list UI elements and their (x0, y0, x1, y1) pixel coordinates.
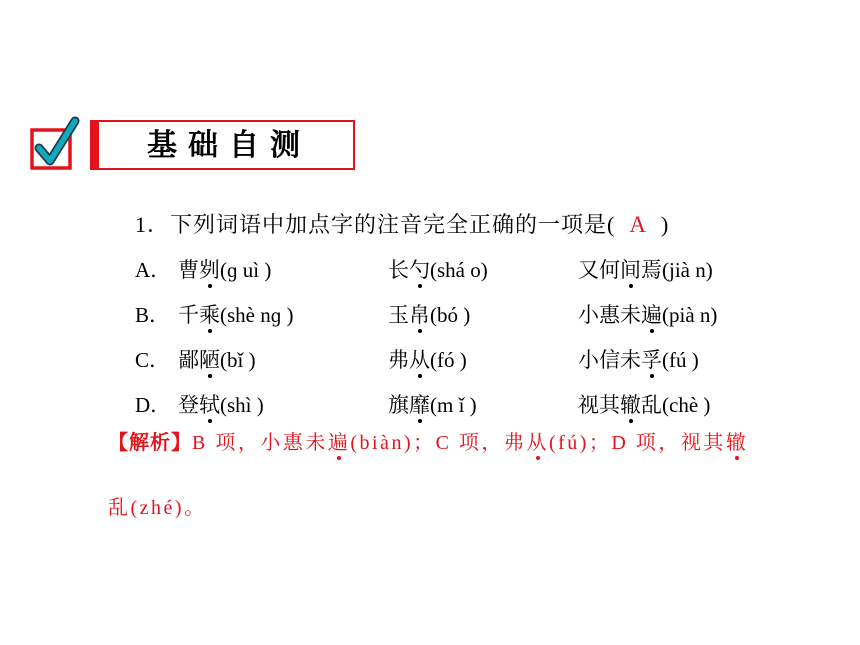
word-text: 小信未 (578, 348, 641, 372)
dotted-char: 靡 (409, 393, 430, 417)
pinyin-text: 乱(chè ) (641, 393, 711, 417)
option-row-c (0, 347, 860, 373)
question-text: 下列词语中加点字的注音完全正确的一项是( (170, 212, 616, 237)
pinyin-text: (m ǐ ) (430, 393, 477, 417)
pinyin-text: (ɡ uì ) (220, 258, 272, 282)
option-item (578, 257, 713, 283)
option-label: A． (135, 258, 172, 282)
analysis-text: B 项，小惠未 (192, 432, 328, 454)
option-item (388, 347, 467, 373)
option-row-d (0, 392, 860, 418)
dotted-char: 间 (620, 258, 641, 282)
analysis-line-2 (108, 495, 207, 521)
question-number: 1． (135, 212, 171, 237)
pinyin-text: (shè nɡ ) (220, 303, 294, 327)
word-text: 登 (178, 393, 199, 417)
dotted-char: 轼 (199, 393, 220, 417)
analysis-text: (fú)；D 项，视其 (548, 432, 726, 454)
dotted-char: 帛 (409, 303, 430, 327)
dotted-char: 从 (526, 432, 549, 454)
word-text: 长 (388, 258, 409, 282)
pinyin-text: (fó ) (430, 348, 467, 372)
word-text: 小惠未 (578, 303, 641, 327)
question-line (135, 212, 669, 238)
dotted-char: 遍 (641, 303, 662, 327)
checkbox-checked-icon (28, 116, 80, 174)
word-text: 曹 (178, 258, 199, 282)
answer-text: A (629, 212, 647, 237)
option-item (388, 302, 470, 328)
word-text: 旗 (388, 393, 409, 417)
question-close: ) (660, 212, 670, 237)
dotted-char: 从 (409, 348, 430, 372)
option-label: C． (135, 348, 171, 372)
dotted-char: 遍 (327, 432, 351, 454)
option-item (178, 392, 264, 418)
option-item (178, 257, 271, 283)
option-label: B． (135, 303, 171, 327)
option-item (388, 257, 488, 283)
dotted-char: 陋 (199, 348, 220, 372)
pinyin-text: 焉(jià n) (641, 258, 713, 282)
pinyin-text: (bǐ ) (220, 348, 256, 372)
analysis-line-1 (108, 430, 748, 456)
dotted-char: 孚 (641, 348, 662, 372)
analysis-text: (biàn)；C 项，弗 (350, 432, 527, 454)
dotted-char: 辙 (620, 393, 641, 417)
word-text: 玉 (388, 303, 409, 327)
word-text: 鄙 (178, 348, 199, 372)
analysis-tag: 【解析】 (108, 432, 192, 454)
pinyin-text: (shá o) (430, 258, 488, 282)
option-row-b (0, 302, 860, 328)
dotted-char: 辙 (725, 432, 749, 454)
dotted-char: 刿 (199, 258, 220, 282)
word-text: 视其 (578, 393, 620, 417)
option-item (178, 302, 293, 328)
pinyin-text: (fú ) (662, 348, 699, 372)
section-title: 基础自测 (147, 128, 311, 163)
analysis-text: 乱(zhé)。 (108, 497, 207, 519)
pinyin-text: (pià n) (662, 303, 718, 327)
word-text: 千 (178, 303, 199, 327)
dotted-char: 乘 (199, 303, 220, 327)
option-item (578, 302, 717, 328)
option-label: D． (135, 393, 172, 417)
option-item (578, 347, 699, 373)
option-item (388, 392, 477, 418)
pinyin-text: (shì ) (220, 393, 264, 417)
option-row-a (0, 257, 860, 283)
option-item (578, 392, 710, 418)
section-header (90, 120, 355, 170)
dotted-char: 勺 (409, 258, 430, 282)
pinyin-text: (bó ) (430, 303, 471, 327)
option-item (178, 347, 256, 373)
word-text: 弗 (388, 348, 409, 372)
word-text: 又何 (578, 258, 620, 282)
